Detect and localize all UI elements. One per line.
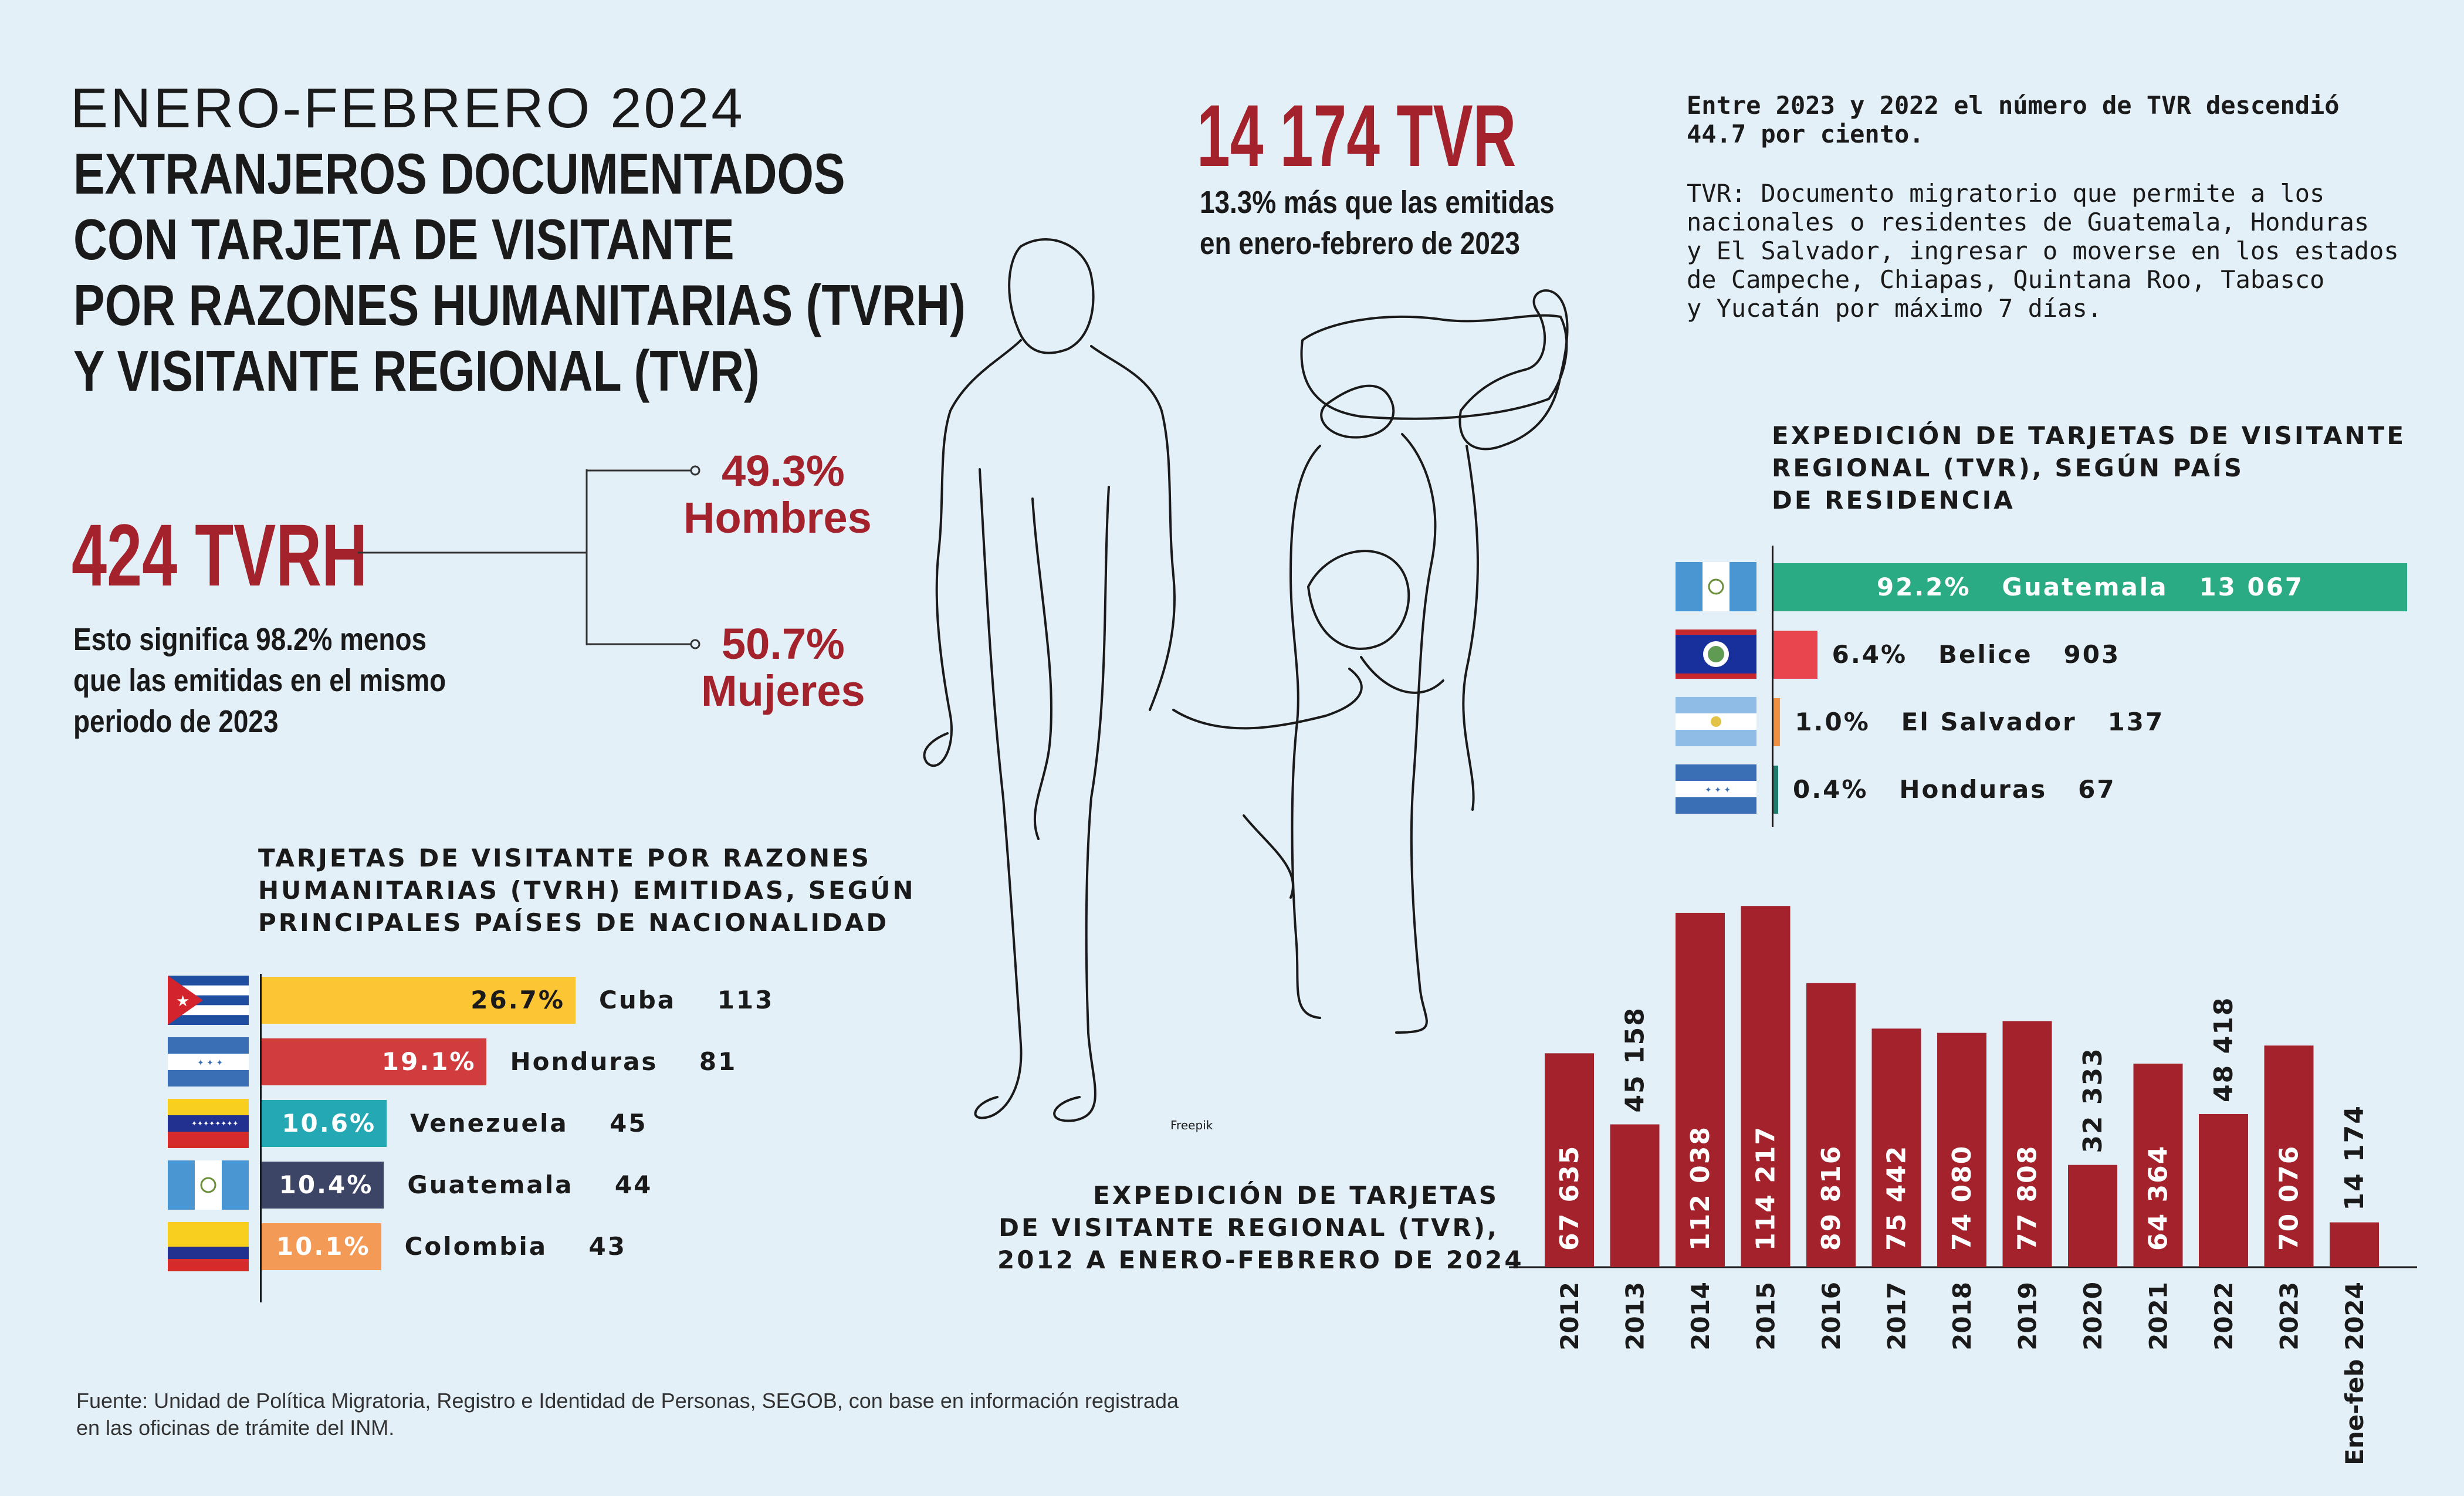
title-line: EXTRANJEROS DOCUMENTADOS xyxy=(73,141,845,206)
svg-text:★: ★ xyxy=(176,993,190,1010)
category-label: Guatemala 44 xyxy=(407,1170,653,1199)
chart-title-line: DE VISITANTE REGIONAL (TVR), xyxy=(999,1213,1499,1242)
flag-guatemala-icon xyxy=(1676,562,1756,611)
category-label: 2022 xyxy=(2209,1282,2238,1351)
bar-label: 0.4% Honduras 67 xyxy=(1793,775,2116,804)
category-label: 2012 xyxy=(1555,1282,1584,1351)
value-label: 70 076 xyxy=(2274,1145,2304,1251)
tvrh-nationality-chart xyxy=(164,974,868,1308)
gender-bracket xyxy=(352,463,704,651)
men-percent: 49.3% xyxy=(722,446,845,495)
category-label: Cuba 113 xyxy=(599,986,774,1014)
category-label: 2015 xyxy=(1751,1282,1781,1351)
svg-text:✦ ✦ ✦: ✦ ✦ ✦ xyxy=(197,1058,224,1068)
bar xyxy=(1610,1125,1660,1267)
value-label: 32 333 xyxy=(2078,1047,2108,1153)
category-label: Colombia 43 xyxy=(404,1232,627,1261)
value-label: 67 635 xyxy=(1555,1145,1585,1251)
category-label: Venezuela 45 xyxy=(410,1109,648,1138)
definition-line: de Campeche, Chiapas, Quintana Roo, Tabasco xyxy=(1687,265,2325,294)
chart-title-line: REGIONAL (TVR), SEGÚN PAÍS xyxy=(1772,453,2244,482)
chart-title-line: EXPEDICIÓN DE TARJETAS xyxy=(1093,1181,1499,1210)
percent-label: 19.1% xyxy=(381,1047,476,1076)
definition-line: y Yucatán por máximo 7 días. xyxy=(1687,294,2103,323)
value-label: 74 080 xyxy=(1947,1145,1977,1251)
percent-label: 10.4% xyxy=(279,1170,374,1199)
women-percent: 50.7% xyxy=(722,620,845,668)
kicker: ENERO-FEBRERO 2024 xyxy=(70,77,745,140)
tvr-total: 14 174 TVR xyxy=(1197,86,1517,185)
bar xyxy=(2068,1165,2117,1267)
tvrh-description-line: Esto significa 98.2% menos xyxy=(73,622,427,657)
category-label: 2020 xyxy=(2079,1282,2107,1351)
tvr-yearly-chart-title xyxy=(997,1179,1524,1276)
source-note xyxy=(76,1387,1179,1441)
svg-text:✦ ✦ ✦: ✦ ✦ ✦ xyxy=(1705,786,1731,795)
definition-line: TVR: Documento migratorio que permite a los xyxy=(1687,179,2325,208)
category-label: 2014 xyxy=(1686,1282,1715,1351)
bar xyxy=(2199,1114,2248,1267)
value-label: 112 038 xyxy=(1685,1125,1715,1251)
tvr-change-note xyxy=(1687,91,2340,148)
value-label: 14 174 xyxy=(2340,1105,2370,1211)
flag-venezuela-icon xyxy=(168,1099,249,1148)
title-line: CON TARJETA DE VISITANTE xyxy=(73,207,735,272)
note-line: Entre 2023 y 2022 el número de TVR descendió xyxy=(1687,91,2340,120)
illustration-credit: Freepik xyxy=(1170,1118,1213,1132)
note-line: 44.7 por ciento. xyxy=(1687,120,1924,148)
title-line: Y VISITANTE REGIONAL (TVR) xyxy=(73,339,760,403)
bar-label: 1.0% El Salvador 137 xyxy=(1795,708,2165,736)
percent-label: 26.7% xyxy=(471,986,565,1014)
bar-label: 92.2% Guatemala 13 067 xyxy=(1876,573,2304,601)
definition-line: nacionales o residentes de Guatemala, Honduras xyxy=(1687,208,2370,236)
source-line: en las oficinas de trámite del INM. xyxy=(76,1416,395,1440)
category-label: Ene-feb 2024 xyxy=(2340,1282,2369,1465)
value-label: 89 816 xyxy=(1816,1145,1846,1251)
flag-guatemala-icon xyxy=(168,1160,249,1210)
tvr-definition xyxy=(1687,179,2399,323)
tvrh-description-line: periodo de 2023 xyxy=(73,704,279,739)
percent-label: 10.6% xyxy=(282,1109,377,1138)
tvrh-chart-title xyxy=(258,842,915,939)
category-label: 2018 xyxy=(1948,1282,1976,1351)
category-label: 2019 xyxy=(2013,1282,2042,1351)
men-label: Hombres xyxy=(683,493,872,542)
category-label: 2021 xyxy=(2144,1282,2173,1351)
bar xyxy=(1773,631,1817,679)
source-line: Fuente: Unidad de Política Migratoria, Registro e Identidad de Personas, SEGOB, con base en información registrada xyxy=(76,1389,1179,1413)
value-label: 48 418 xyxy=(2209,996,2239,1102)
tvr-residence-chart-title xyxy=(1772,419,2406,516)
flag-cuba-icon xyxy=(168,976,249,1025)
category-label: 2023 xyxy=(2275,1282,2304,1351)
flag-belice-icon xyxy=(1676,629,1756,679)
women-label: Mujeres xyxy=(701,666,865,715)
chart-title-line: DE RESIDENCIA xyxy=(1772,486,2015,515)
flag-colombia-icon xyxy=(168,1222,249,1271)
value-label: 114 217 xyxy=(1751,1125,1781,1251)
flag-honduras-icon xyxy=(1676,764,1756,814)
tvrh-description-line: que las emitidas en el mismo xyxy=(73,663,446,698)
chart-title-line: PRINCIPALES PAÍSES DE NACIONALIDAD xyxy=(258,908,889,937)
bar xyxy=(1773,766,1778,814)
title-line: POR RAZONES HUMANITARIAS (TVRH) xyxy=(73,273,966,337)
bar xyxy=(2330,1223,2379,1267)
chart-title-line: HUMANITARIAS (TVRH) EMITIDAS, SEGÚN xyxy=(258,876,916,905)
bar-label: 6.4% Belice 903 xyxy=(1832,640,2121,669)
category-label: 2013 xyxy=(1620,1282,1650,1351)
value-label: 77 808 xyxy=(2012,1145,2043,1251)
category-label: Honduras 81 xyxy=(510,1047,737,1076)
value-label: 64 364 xyxy=(2143,1145,2174,1251)
flag-honduras-icon xyxy=(168,1037,249,1087)
tvr-description-line: 13.3% más que las emitidas xyxy=(1200,185,1555,220)
chart-title-line: TARJETAS DE VISITANTE POR RAZONES xyxy=(258,844,872,872)
definition-line: y El Salvador, ingresar o moverse en los estados xyxy=(1687,236,2399,265)
tvr-description-line: en enero-febrero de 2023 xyxy=(1200,226,1520,261)
tvr-yearly-chart xyxy=(1502,880,2429,1490)
category-label: 2016 xyxy=(1817,1282,1846,1351)
bar xyxy=(1773,698,1780,746)
svg-text:✦✦✦✦✦✦✦✦: ✦✦✦✦✦✦✦✦ xyxy=(191,1119,239,1128)
value-label: 75 442 xyxy=(1881,1145,1912,1251)
chart-title-line: EXPEDICIÓN DE TARJETAS DE VISITANTE xyxy=(1772,421,2407,450)
value-label: 45 158 xyxy=(1620,1007,1650,1113)
percent-label: 10.1% xyxy=(276,1232,371,1261)
tvr-residence-chart xyxy=(1672,546,2435,827)
chart-title-line: 2012 A ENERO-FEBRERO DE 2024 xyxy=(997,1245,1524,1274)
flag-el-salvador-icon xyxy=(1676,697,1756,746)
category-label: 2017 xyxy=(1882,1282,1911,1351)
tvrh-total: 424 TVRH xyxy=(72,506,368,604)
